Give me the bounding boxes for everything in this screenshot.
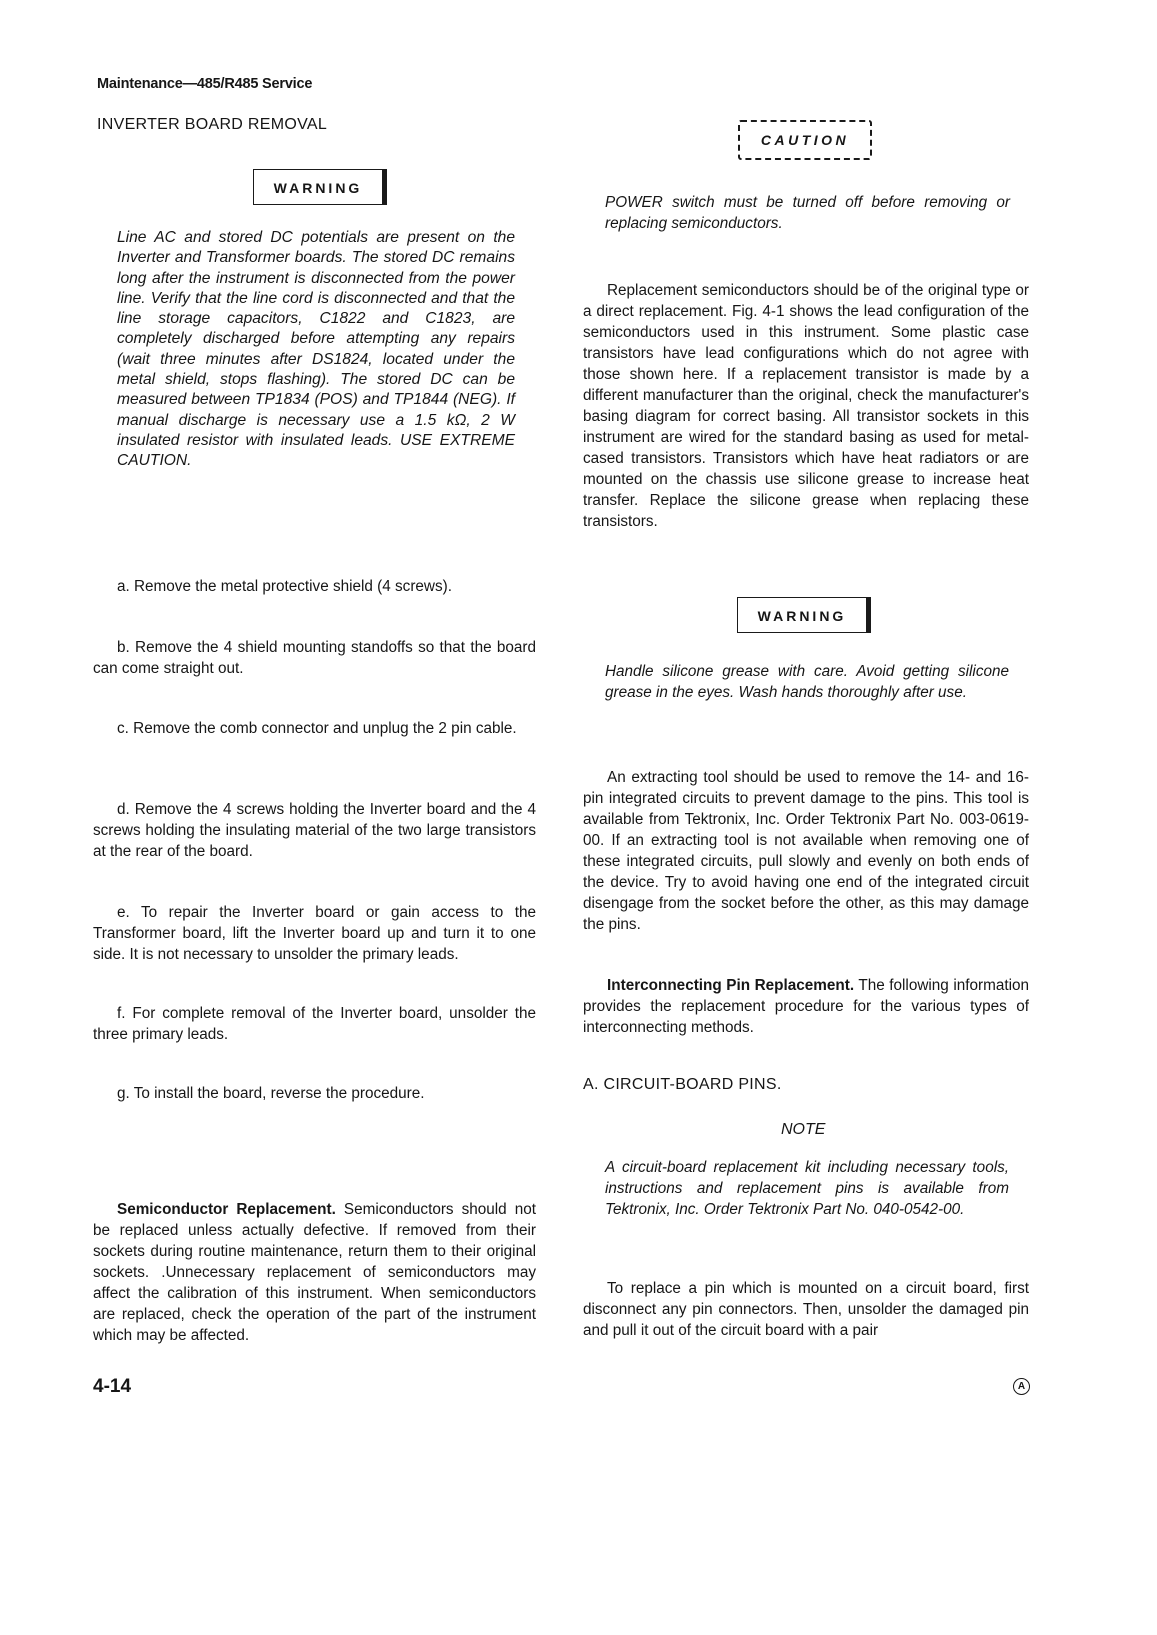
semiconductor-text: Semiconductors should not be replaced unless actually defective. If removed from their sockets during routine maintenance, return them to their original sockets. .Unnecessary replacement of semiconductors may affect the calibration of this instrument. When semiconductors are replaced, check the operation of the part of the instrument which may be affected.: [93, 1201, 536, 1344]
semiconductor-paragraph: [93, 1199, 536, 1346]
subsection-heading-pins: A. CIRCUIT-BOARD PINS.: [583, 1076, 782, 1093]
warning-text-1: Line AC and stored DC potentials are present on the Inverter and Transformer boards. The stored DC remains long after the instrument is disconnected from the power line. Verify that the line cord is disconnected and that the line storage capacitors, C1822 and C1823, are completely discharged before attempting any repairs (wait three minutes after DS1824, located under the metal shield, stops flashing). The stored DC can be measured between TP1834 (POS) and TP1844 (NEG). If manual discharge is necessary use a 1.5 kΩ, 2 W insulated resistor with insulated leads. USE EXTREME CAUTION.: [117, 229, 515, 470]
step-a: a. Remove the metal protective shield (4 screws).: [117, 578, 452, 595]
replace-pin-paragraph: To replace a pin which is mounted on a circuit board, first disconnect any pin connectors. Then, unsolder the damaged pin and pull it out of the circuit board with a pair: [583, 1280, 1029, 1339]
step-b: b. Remove the 4 shield mounting standoffs so that the board can come straight out.: [93, 639, 536, 677]
note-label: NOTE: [781, 1121, 826, 1138]
page-number: 4-14: [93, 1376, 132, 1397]
caution-text: POWER switch must be turned off before removing or replacing semiconductors.: [605, 194, 1010, 232]
revision-mark-letter: A: [1017, 1381, 1026, 1392]
warning-box-1: WARNING: [253, 169, 387, 205]
interconnect-heading: Interconnecting Pin Replacement.: [607, 977, 855, 994]
step-g: g. To install the board, reverse the procedure.: [117, 1085, 425, 1102]
step-f: f. For complete removal of the Inverter board, unsolder the three primary leads.: [93, 1005, 536, 1043]
warning-box-2: WARNING: [737, 597, 871, 633]
replacement-paragraph: Replacement semiconductors should be of the original type or a direct replacement. Fig. 4-1 shows the lead configuration of the semiconductors used in this instrument. Some plastic case transistors have lead configurations which do not agree with those shown here. If a replacement transistor is made by a different manufacturer than the original, check the manufacturer's basing diagram for correct basing. All transistor sockets in this instrument are wired for the standard basing as used for metal-cased transistors. Transistors which have heat radiators or are mounted on the chassis use silicone grease to increase heat transfer. Replace the silicone grease when replacing these transistors.: [583, 282, 1029, 530]
revision-mark: [1013, 1378, 1030, 1395]
warning-text-2: Handle silicone grease with care. Avoid getting silicone grease in the eyes. Wash hands thoroughly after use.: [605, 663, 1009, 701]
interconnect-text: The following information provides the replacement procedure for the various types of interconnecting methods.: [583, 977, 1029, 1036]
section-heading-inverter: INVERTER BOARD REMOVAL: [97, 116, 328, 133]
semiconductor-heading: Semiconductor Replacement.: [117, 1201, 336, 1218]
note-text: A circuit-board replacement kit including necessary tools, instructions and replacement pins is available from Tektronix, Inc. Order Tektronix Part No. 040-0542-00.: [605, 1159, 1009, 1218]
caution-box: CAUTION: [738, 120, 872, 160]
interconnect-paragraph: [583, 975, 1029, 1038]
step-c: c. Remove the comb connector and unplug the 2 pin cable.: [117, 720, 517, 737]
step-e: e. To repair the Inverter board or gain access to the Transformer board, lift the Inverter board up and turn it to one side. It is not necessary to unsolder the primary leads.: [93, 904, 536, 963]
page-header: Maintenance—485/R485 Service: [97, 76, 313, 92]
extracting-paragraph: An extracting tool should be used to remove the 14- and 16-pin integrated circuits to prevent damage to the pins. This tool is available from Tektronix, Inc. Order Tektronix Part No. 003-0619-00. If an extracting tool is not available when removing one of these integrated circuits, pull slowly and evenly on both ends of the device. Try to avoid having one end of the integrated circuit disengage from the socket before the other, as this may damage the pins.: [583, 769, 1029, 933]
step-d: d. Remove the 4 screws holding the Inverter board and the 4 screws holding the insulating material of the two large transistors at the rear of the board.: [93, 801, 536, 860]
